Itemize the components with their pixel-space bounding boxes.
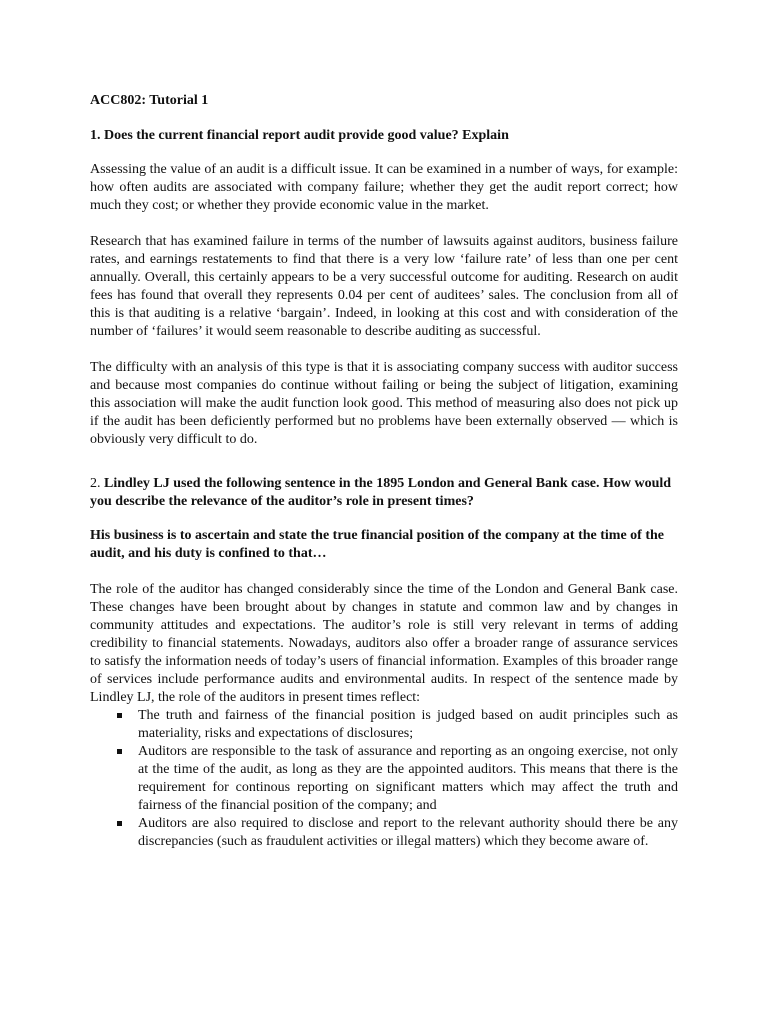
list-item-text: Auditors are also required to disclose and report to the relevant authority should there be any discrepancies (such as fraudulent activities or illegal matters) which they become aware of.	[138, 816, 678, 849]
square-bullet-icon	[117, 749, 122, 754]
list-item	[90, 743, 678, 815]
q2-paragraph: The role of the auditor has changed considerably since the time of the London and General Bank case. These changes have been brought about by changes in statute and common law and by changes in community attitudes and expectations. The auditor’s role is still very relevant in terms of adding credibility to financial statements. Nowadays, auditors also offer a broader range of assurance services to satisfy the information needs of today’s users of financial information. Examples of this broader range of services include performance audits and environmental audits. In respect of the sentence made by Lindley LJ, the role of the auditors in present times reflect:	[90, 582, 678, 705]
square-bullet-icon	[117, 821, 122, 826]
list-item	[90, 815, 678, 851]
document-page	[90, 92, 678, 851]
question-2-number: 2.	[90, 476, 101, 491]
document-title: ACC802: Tutorial 1	[90, 93, 209, 108]
question-2-text: Lindley LJ used the following sentence in the 1895 London and General Bank case. How would you describe the relevance of the auditor’s role in present times?	[90, 476, 672, 509]
list-item-text: Auditors are responsible to the task of assurance and reporting as an ongoing exercise, not only at the time of the audit, as long as they are the appointed auditors. This means that there is the requirement for continous reporting on significant matters which may affect the truth and fairness of the financial position of the company; and	[138, 744, 678, 813]
question-1-heading: 1. Does the current financial report audit provide good value? Explain	[90, 128, 509, 143]
lindley-quote: His business is to ascertain and state the true financial position of the company at the time of the audit, and his duty is confined to that…	[90, 528, 664, 561]
question-2-heading	[90, 475, 678, 511]
square-bullet-icon	[117, 713, 122, 718]
q1-paragraph-3: The difficulty with an analysis of this type is that it is associating company success with auditor success and because most companies do continue without failing or being the subject of litigation, examining this association will make the audit function look good. This method of measuring also does not pick up if the audit has been deficiently performed but no problems have been externally observed — which is obviously very difficult to do.	[90, 360, 678, 447]
list-item-text: The truth and fairness of the financial position is judged based on audit principles such as materiality, risks and expectations of disclosures;	[138, 708, 678, 741]
auditor-role-list	[90, 707, 678, 851]
q1-paragraph-2: Research that has examined failure in terms of the number of lawsuits against auditors, business failure rates, and earnings restatements to find that there is a very low ‘failure rate’ of less than one per cent annually. Overall, this certainly appears to be a very successful outcome for auditing. Research on audit fees has found that overall they represents 0.04 per cent of auditees’ sales. The conclusion from all of this is that auditing is a relative ‘bargain’. Indeed, in looking at this cost and with consideration of the number of ‘failures’ it would seem reasonable to describe auditing as successful.	[90, 234, 678, 339]
q1-paragraph-1: Assessing the value of an audit is a difficult issue. It can be examined in a number of ways, for example: how often audits are associated with company failure; whether they get the audit report correct; how much they cost; or whether they provide economic value in the market.	[90, 162, 678, 213]
list-item	[90, 707, 678, 743]
